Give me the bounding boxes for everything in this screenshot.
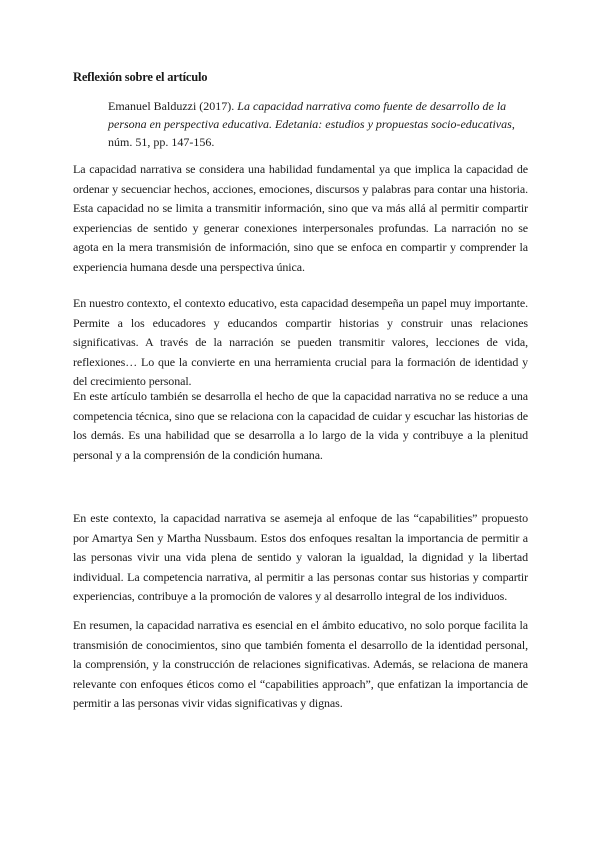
body-paragraph-1: La capacidad narrativa se considera una habilidad fundamental ya que implica la capacidad de ordenar y secuenciar hechos, acciones, emociones, discursos y palabras para contar una historia. Esta capacidad no se limita a transmitir información, sino que va más allá al permitir compartir experiencias de sentido y generar conexiones interpersonales profundas. La narración no se agota en la mera transmisión de información, sino que se enfoca en compartir y comprender la experiencia humana desde una perspectiva única. bbox=[73, 162, 528, 274]
citation-work-title: La capacidad narrativa como fuente de desarrollo de la persona en perspectiva educativa. Edetania: estudios y propuestas socio-educativas bbox=[108, 99, 512, 131]
body-paragraph-5: En resumen, la capacidad narrativa es esencial en el ámbito educativo, no solo porque facilita la transmisión de conocimientos, sino que también fomenta el desarrollo de la identidad personal, la comprensión, y la construcción de relaciones significativas. Además, se relaciona de manera relevante con enfoques éticos como el “capabilities approach”, que enfatizan la importancia de permitir a las personas vivir vidas significativas y dignas. bbox=[73, 618, 528, 710]
citation-details: , núm. 51, pp. 147-156. bbox=[108, 117, 515, 149]
reference-citation bbox=[108, 97, 528, 151]
citation-author-year: Emanuel Balduzzi (2017). bbox=[108, 99, 238, 113]
document-title: Reflexión sobre el artículo bbox=[73, 70, 208, 84]
body-paragraph-3: En este artículo también se desarrolla el hecho de que la capacidad narrativa no se reduce a una competencia técnica, sino que se relaciona con la capacidad de cuidar y escuchar las historias de los demás. Es una habilidad que se desarrolla a lo largo de la vida y contribuye a la plenitud personal y a la comprensión de la condición humana. bbox=[73, 389, 528, 462]
body-paragraph-2: En nuestro contexto, el contexto educativo, esta capacidad desempeña un papel muy importante. Permite a los educadores y educandos compartir historias y construir unas relaciones significativas. A través de la narración se pueden transmitir valores, lecciones de vida, reflexiones… Lo que la convierte en una herramienta crucial para la formación de identidad y del crecimiento personal. bbox=[73, 296, 528, 388]
body-paragraph-4: En este contexto, la capacidad narrativa se asemeja al enfoque de las “capabilities” propuesto por Amartya Sen y Martha Nussbaum. Estos dos enfoques resaltan la importancia de permitir a las personas vivir una vida plena de sentido y valoran la igualdad, la dignidad y la libertad individual. La competencia narrativa, al permitir a las personas contar sus historias y compartir experiencias, contribuye a la promoción de valores y al desarrollo integral de los individuos. bbox=[73, 511, 528, 603]
